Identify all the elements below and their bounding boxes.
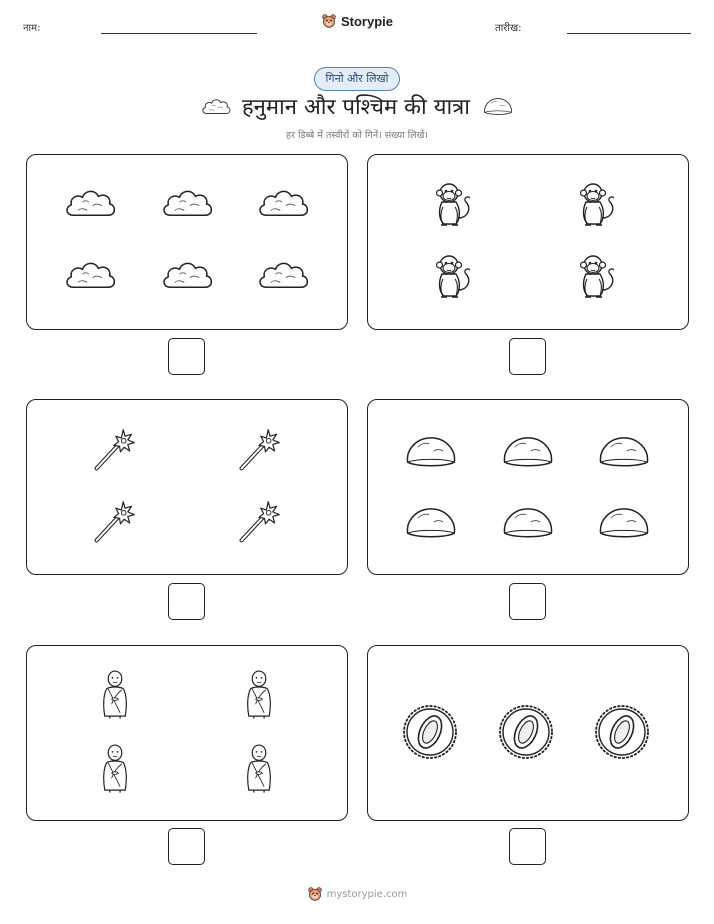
magic-staff-picture (91, 426, 137, 474)
stone-picture (403, 432, 459, 470)
cloud-picture (159, 257, 215, 295)
magic-staff-picture (236, 426, 282, 474)
monk-picture (242, 740, 276, 796)
page-title (0, 93, 714, 123)
monkey-picture (430, 180, 480, 230)
answer-box-clouds[interactable] (168, 338, 205, 375)
magic-staff-picture (91, 498, 137, 546)
worksheet-tag: गिनो और लिखो (314, 67, 400, 91)
answer-box-monks[interactable] (168, 828, 205, 865)
answer-box-monkeys[interactable] (509, 338, 546, 375)
cloud-picture (62, 257, 118, 295)
brand-logo (0, 13, 714, 29)
monkey-picture (574, 252, 624, 302)
brand-name: Storypie (340, 13, 393, 29)
count-panel-staffs (26, 399, 348, 575)
monkey-picture (574, 180, 624, 230)
date-line[interactable] (567, 33, 691, 34)
page-title-text: हनुमान और पश्चिम की यात्रा (242, 95, 470, 120)
coconut-picture (400, 702, 460, 762)
count-panel-monkeys (367, 154, 689, 330)
coconut-picture (592, 702, 652, 762)
coconut-picture (496, 702, 556, 762)
cloud-picture (159, 185, 215, 223)
instruction-text: हर डिब्बे में तस्वीरों को गिनें। संख्या लिखें। (286, 130, 428, 141)
count-panel-clouds (26, 154, 348, 330)
count-panel-stones (367, 399, 689, 575)
stone-icon (482, 95, 514, 117)
magic-staff-picture (236, 498, 282, 546)
stone-picture (596, 432, 652, 470)
date-label: तारीख: (495, 23, 522, 34)
monk-picture (242, 666, 276, 722)
cloud-picture (255, 185, 311, 223)
monk-picture (98, 740, 132, 796)
stone-picture (500, 503, 556, 541)
count-panel-monks (26, 645, 348, 821)
answer-box-staffs[interactable] (168, 583, 205, 620)
stone-picture (596, 503, 652, 541)
name-line[interactable] (101, 33, 257, 34)
monk-picture (98, 666, 132, 722)
cloud-picture (255, 257, 311, 295)
bear-mascot-icon (321, 13, 337, 29)
count-panel-coconuts (367, 645, 689, 821)
bear-mascot-icon (307, 886, 323, 902)
cloud-icon (200, 96, 232, 118)
footer-site: mystorypie.com (326, 888, 408, 900)
answer-box-coconuts[interactable] (509, 828, 546, 865)
name-label: नाम: (23, 23, 41, 34)
monkey-picture (430, 252, 480, 302)
stone-picture (403, 503, 459, 541)
footer (0, 886, 714, 902)
cloud-picture (62, 185, 118, 223)
stone-picture (500, 432, 556, 470)
answer-box-stones[interactable] (509, 583, 546, 620)
